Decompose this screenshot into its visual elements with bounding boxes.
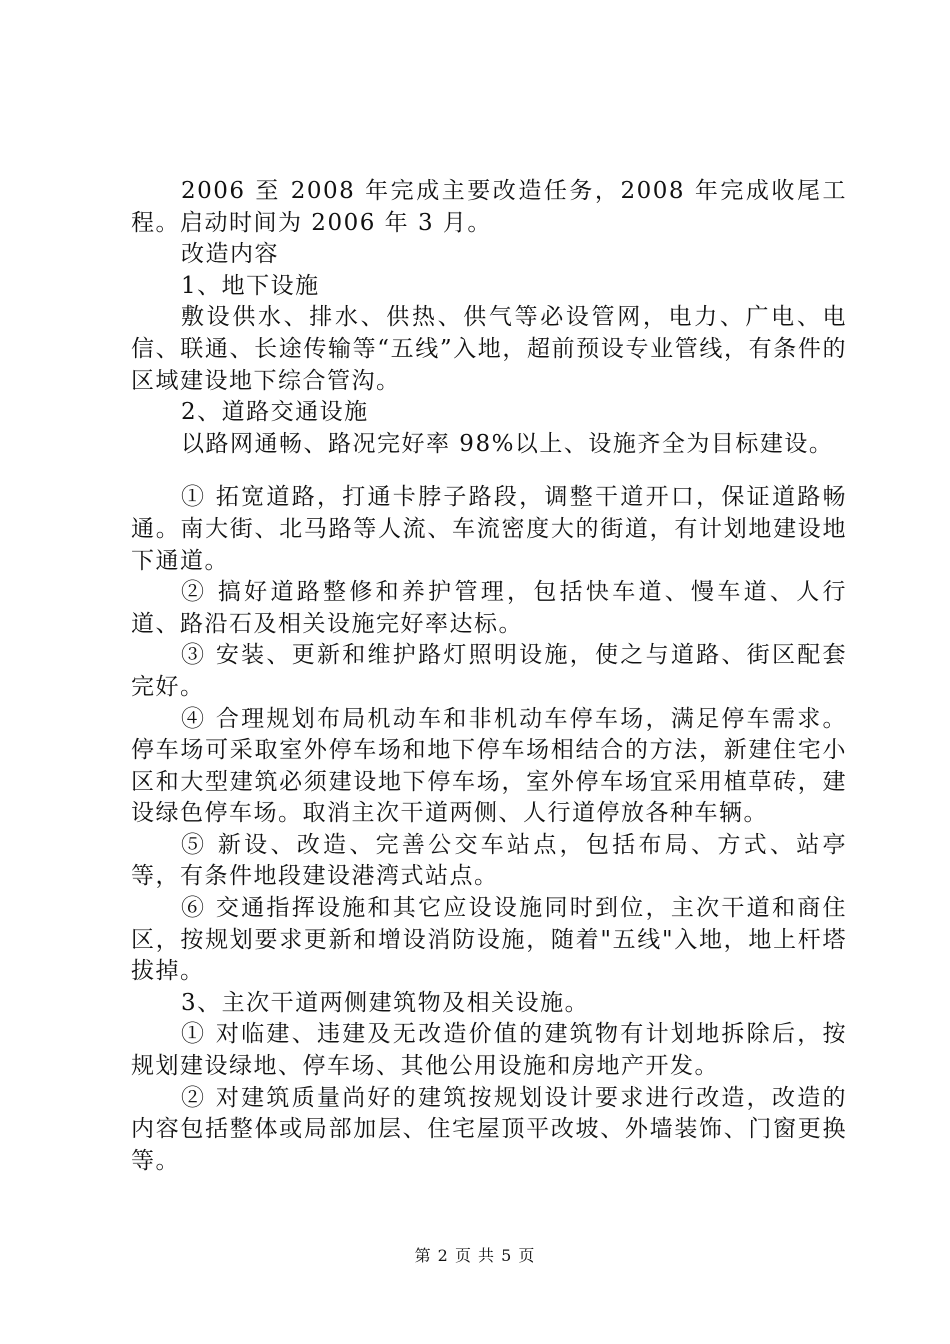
- paragraph-underground: 敷设供水、排水、供热、供气等必设管网，电力、广电、电信、联通、长途传输等“五线”入地，超前预设专业管线，有条件的区域建设地下综合管沟。: [131, 304, 847, 394]
- heading-buildings: 3、主次干道两侧建筑物及相关设施。: [181, 989, 590, 1016]
- heading-road-traffic: 2、道路交通设施: [181, 399, 369, 426]
- list-item-street-lighting: ③ 安装、更新和维护路灯照明设施，使之与道路、街区配套完好。: [131, 642, 847, 700]
- paragraph-gap: [131, 460, 847, 482]
- list-item-bus-stops: ⑤ 新设、改造、完善公交车站点，包括布局、方式、站亭等，有条件地段建设港湾式站点。: [131, 831, 847, 890]
- list-item-demolition: ① 对临建、违建及无改造价值的建筑物有计划地拆除后，按规划建设绿地、停车场、其他公用设施和房地产开发。: [131, 1021, 847, 1080]
- list-item-parking: ④ 合理规划布局机动车和非机动车停车场，满足停车需求。停车场可采取室外停车场和地下停车场相结合的方法，新建住宅小区和大型建筑必须建设地下停车场，室外停车场宜采用植草砖，建设绿色停车场。取消主次干道两侧、人行道停放各种车辆。: [131, 705, 847, 827]
- list-item-traffic-control: ⑥ 交通指挥设施和其它应设设施同时到位，主次干道和商住区，按规划要求更新和增设消防设施，随着"五线"入地，地上杆塔拔掉。: [131, 895, 847, 985]
- document-body: [131, 176, 847, 1177]
- paragraph-road-goal: 以路网通畅、路况完好率 98%以上、设施齐全为目标建设。: [181, 430, 834, 457]
- paragraph-schedule: 2006 至 2008 年完成主要改造任务，2008 年完成收尾工程。启动时间为 2006 年 3 月。: [131, 178, 847, 236]
- heading-renovation-content: 改造内容: [181, 241, 279, 268]
- list-item-renovation: ② 对建筑质量尚好的建筑按规划设计要求进行改造，改造的内容包括整体或局部加层、住宅屋顶平改坡、外墙装饰、门窗更换等。: [131, 1084, 847, 1174]
- list-item-widen-roads: ① 拓宽道路，打通卡脖子路段，调整干道开口，保证道路畅通。南大街、北马路等人流、车流密度大的街道，有计划地建设地下通道。: [131, 484, 847, 574]
- page-footer: 第 2 页 共 5 页: [414, 1246, 536, 1265]
- heading-underground-facilities: 1、地下设施: [181, 272, 320, 299]
- list-item-road-maintenance: ② 搞好道路整修和养护管理，包括快车道、慢车道、人行道、路沿石及相关设施完好率达标。: [131, 579, 847, 637]
